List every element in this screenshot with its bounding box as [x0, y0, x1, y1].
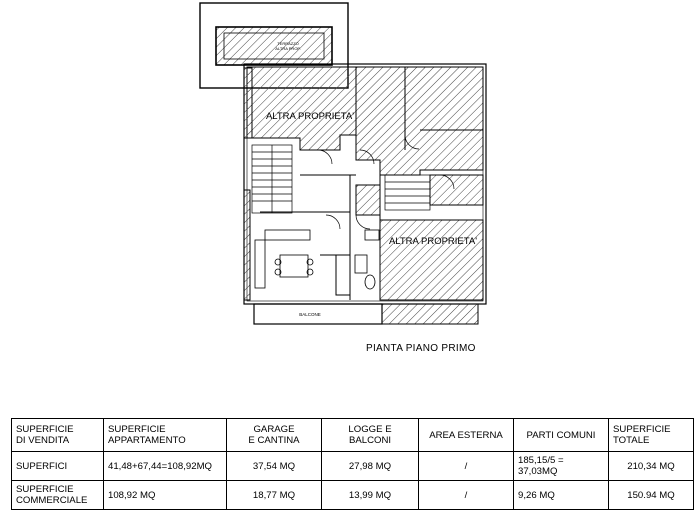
balcony — [254, 304, 478, 324]
terrace-label-2: ALTRA PROP. — [275, 46, 301, 51]
room-label-2: ALTRA PROPRIETA' — [388, 236, 478, 247]
header-cell: LOGGE E BALCONI — [322, 419, 419, 452]
table-cell: 18,77 MQ — [227, 481, 322, 510]
row-label: SUPERFICI — [12, 452, 104, 481]
table-row — [12, 481, 694, 510]
table-row — [12, 452, 694, 481]
table-cell: / — [419, 452, 514, 481]
table-cell: 185,15/5 = 37,03MQ — [514, 452, 609, 481]
room-label-1: ALTRA PROPRIETA' — [265, 111, 355, 122]
table-cell: 150.94 MQ — [609, 481, 694, 510]
table-cell: 108,92 MQ — [104, 481, 227, 510]
table-cell: 13,99 MQ — [322, 481, 419, 510]
header-cell: SUPERFICIE DI VENDITA — [12, 419, 104, 452]
table-cell: 41,48+67,44=108,92MQ — [104, 452, 227, 481]
header-cell: GARAGE E CANTINA — [227, 419, 322, 452]
header-cell: AREA ESTERNA — [419, 419, 514, 452]
table-cell: 9,26 MQ — [514, 481, 609, 510]
header-cell: SUPERFICIE APPARTAMENTO — [104, 419, 227, 452]
balcony-label: BALCONE — [299, 312, 321, 317]
terrace-label-1: TERRAZZO — [277, 41, 299, 46]
furniture — [255, 230, 379, 289]
table-header-row — [12, 419, 694, 452]
table-cell: / — [419, 481, 514, 510]
table-cell: 210,34 MQ — [609, 452, 694, 481]
row-label: SUPERFICIE COMMERCIALE — [12, 481, 104, 510]
plan-caption: PIANTA PIANO PRIMO — [366, 343, 476, 354]
header-cell: PARTI COMUNI — [514, 419, 609, 452]
table-cell: 37,54 MQ — [227, 452, 322, 481]
table-cell: 27,98 MQ — [322, 452, 419, 481]
surface-table — [11, 418, 694, 510]
header-cell: SUPERFICIE TOTALE — [609, 419, 694, 452]
